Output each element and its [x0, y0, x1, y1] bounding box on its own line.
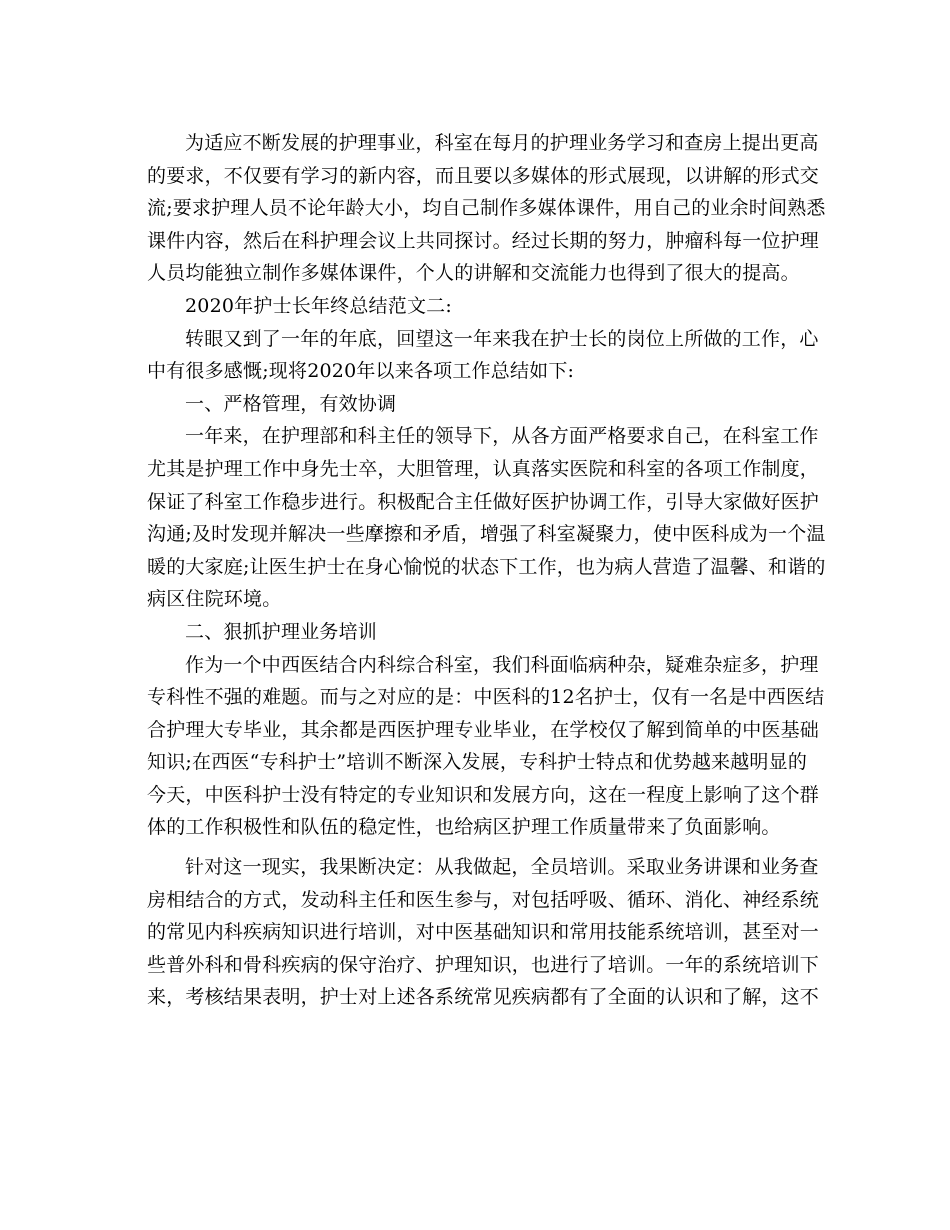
heading-text: 二、狠抓护理业务培训: [185, 620, 378, 643]
text-line: 今天，中医科护士没有特定的专业知识和发展方向，这在一程度上影响了这个群: [147, 783, 820, 806]
heading-text: 2020年护士长年终总结范文二:: [185, 294, 452, 317]
text-line: 来，考核结果表明，护士对上述各系统常见疾病都有了全面的认识和了解，这不: [147, 986, 820, 1009]
text-line: 中有很多感慨;现将2020年以来各项工作总结如下:: [147, 360, 575, 383]
text-line: 课件内容，然后在科护理会议上共同探讨。经过长期的努力，肿瘤科每一位护理: [147, 229, 820, 252]
paragraph-intro: [147, 323, 819, 388]
text-line: 暖的大家庭;让医生护士在身心愉悦的状态下工作，也为病人营造了温馨、和谐的: [147, 555, 826, 578]
text-line: 房相结合的方式，发动科主任和医生参与，对包括呼吸、循环、消化、神经系统: [147, 888, 820, 911]
text-line: 病区住院环境。: [147, 588, 282, 611]
text-line: 些普外科和骨科疾病的保守治疗、护理知识，也进行了培训。一年的系统培训下: [147, 953, 820, 976]
text-line: 体的工作积极性和队伍的稳定性，也给病区护理工作质量带来了负面影响。: [147, 816, 781, 839]
section-heading-sample-two: [147, 290, 807, 323]
text-line: 尤其是护理工作中身先士卒，大胆管理，认真落实医院和科室的各项工作制度，: [147, 457, 820, 480]
document-page: [147, 127, 826, 1014]
text-line: 知识;在西医“专科护士”培训不断深入发展，专科护士特点和优势越来越明显的: [147, 751, 808, 774]
text-line: 作为一个中西医结合内科综合科室，我们科面临病种杂，疑难杂症多，护理: [185, 653, 819, 676]
paragraph-multimedia-teaching: [147, 127, 826, 290]
text-line: 针对这一现实，我果断决定：从我做起，全员培训。采取业务讲课和业务查: [185, 856, 819, 879]
text-line: 保证了科室工作稳步进行。积极配合主任做好医护协调工作，引导大家做好医护: [147, 490, 820, 513]
text-line: 人员均能独立制作多媒体课件，个人的讲解和交流能力也得到了很大的提高。: [147, 262, 800, 285]
text-line: 的要求，不仅要有学习的新内容，而且要以多媒体的形式展现，以讲解的形式交: [147, 164, 820, 187]
text-line: 合护理大专毕业，其余都是西医护理专业毕业，在学校仅了解到简单的中医基础: [147, 718, 820, 741]
text-line: 沟通;及时发现并解决一些摩擦和矛盾，增强了科室凝聚力，使中医科成为一个温: [147, 523, 826, 546]
paragraph-training-actions: [147, 851, 820, 1014]
text-line: 专科性不强的难题。而与之对应的是：中医科的12名护士，仅有一名是中西医结: [147, 686, 825, 709]
heading-text: 一、严格管理，有效协调: [185, 392, 397, 415]
paragraph-management: [147, 420, 826, 616]
text-line: 转眼又到了一年的年底，回望这一年来我在护士长的岗位上所做的工作，心: [185, 327, 819, 350]
text-line: 流;要求护理人员不论年龄大小，均自己制作多媒体课件，用自己的业余时间熟悉: [147, 197, 826, 220]
paragraph-training-background: [147, 649, 825, 845]
text-line: 的常见内科疾病知识进行培训，对中医基础知识和常用技能系统培训，甚至对一: [147, 921, 820, 944]
heading-strict-management: [147, 388, 807, 421]
text-line: 为适应不断发展的护理事业，科室在每月的护理业务学习和查房上提出更高: [185, 132, 819, 154]
heading-training: [147, 616, 807, 649]
text-line: 一年来，在护理部和科主任的领导下，从各方面严格要求自己，在科室工作: [185, 425, 819, 448]
